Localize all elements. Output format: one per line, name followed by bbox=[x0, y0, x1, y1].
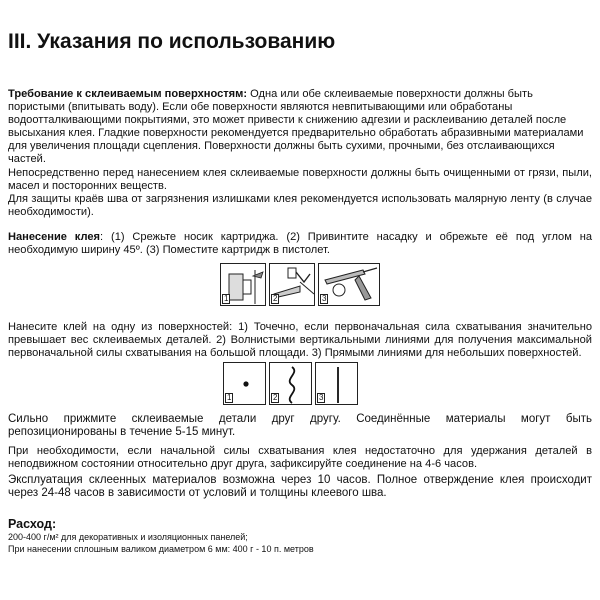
figure-number: 1 bbox=[227, 393, 232, 402]
figure-number: 2 bbox=[273, 393, 278, 402]
figure-cut-tip bbox=[269, 263, 315, 306]
consumption-line-panels: 200-400 г/м² для декоративных и изоляционных панелей; bbox=[8, 532, 248, 542]
surfaces-label: Требование к склеиваемым поверхностям: bbox=[8, 88, 248, 100]
surfaces-paragraph bbox=[8, 88, 592, 166]
application-text: : (1) Срежьте носик картриджа. (2) Привинтите насадку и обрежьте её под углом на необходимую ширину 45º. (3) Поместите картридж в пистолет. bbox=[8, 231, 593, 256]
fixation-paragraph: При необходимости, если начальной силы схватывания клея недостаточно для удержания деталей в неподвижном состоянии относительно друг друга, зафиксируйте соединение на 4-6 часов. bbox=[8, 445, 592, 470]
press-paragraph: Сильно прижмите склеиваемые детали друг другу. Соединённые материалы могут быть репозиционированы в течение 5-15 минут. bbox=[8, 413, 592, 438]
figure-wavy bbox=[269, 362, 312, 405]
surfaces-text: Одна или обе склеиваемые поверхности должны быть пористыми (впитывать воду). Если обе поверхности являются невпитывающими или обработаны водоотталкивающими покрытиями, это может привести к снижению адгезии и расклеиванию деталей после высыхания клея. Гладкие поверхности рекомендуется предварительно обработать абразивными материалами для увеличения площади сцепления. Поверхности должны быть сухими, прочными, без отслаивающихся частей. bbox=[8, 88, 584, 165]
cleaning-paragraph: Непосредственно перед нанесением клея склеиваемые поверхности должны быть очищенными от грязи, пыли, масел и посторонних веществ. bbox=[8, 167, 592, 192]
consumption-line-roller: При нанесении сплошным валиком диаметром 6 мм: 400 г - 10 п. метров bbox=[8, 544, 314, 554]
figure-number: 3 bbox=[319, 393, 324, 402]
figure-straight bbox=[315, 362, 358, 405]
application-label: Нанесение клея bbox=[8, 231, 101, 243]
figure-number: 1 bbox=[224, 294, 229, 303]
figure-number: 3 bbox=[322, 294, 327, 303]
methods-paragraph: Нанесите клей на одну из поверхностей: 1) Точечно, если первоначальная сила схватывания значительно превышает вес склеиваемых деталей. 2) Волнистыми вертикальными линиями для получения максимальной первоначальной силы схватывания на большой площади. 3) Прямыми линиями для небольших поверхностей. bbox=[8, 321, 592, 359]
figure-number: 2 bbox=[273, 294, 278, 303]
application-paragraph bbox=[8, 231, 592, 257]
consumption-heading: Расход: bbox=[8, 517, 57, 531]
tape-paragraph: Для защиты краёв шва от загрязнения излишками клея рекомендуется использовать малярную ленту (в случае необходимости). bbox=[8, 193, 592, 218]
figure-dots bbox=[223, 362, 266, 405]
application-figures bbox=[220, 263, 380, 306]
curing-paragraph: Эксплуатация склеенных материалов возможна через 10 часов. Полное отверждение клея происходит через 24-48 часов в зависимости от условий и толщины клеевого шва. bbox=[8, 474, 592, 499]
figure-gun bbox=[318, 263, 380, 306]
section-title: III. Указания по использованию bbox=[8, 30, 336, 53]
method-figures bbox=[223, 362, 358, 405]
figure-cut-nozzle bbox=[220, 263, 266, 306]
